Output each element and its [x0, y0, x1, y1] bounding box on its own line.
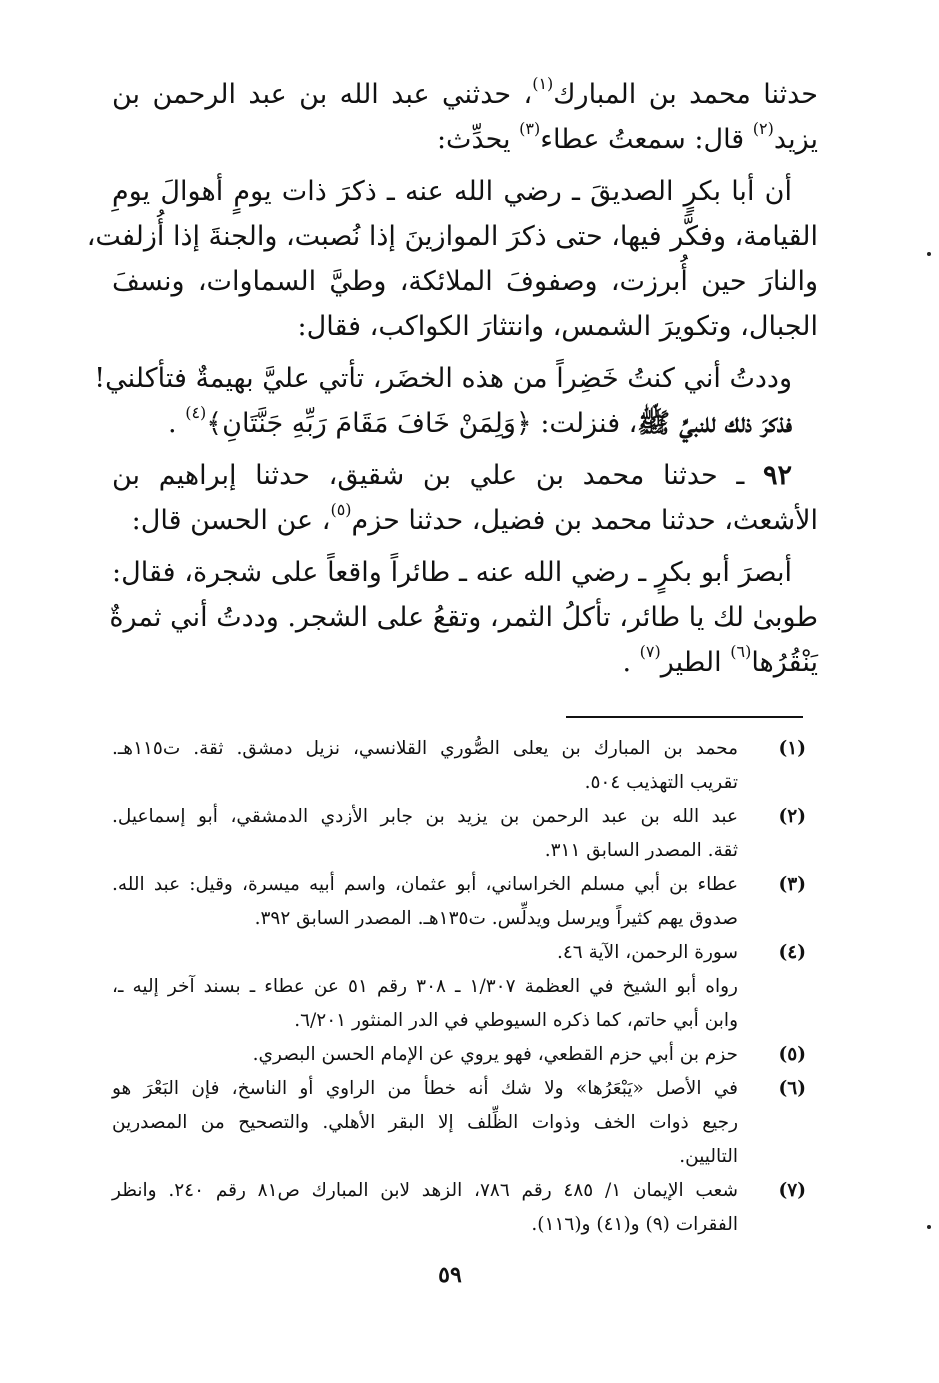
text-line: يَنْقُرُها$^{(٦)}$ الطير$^{(٧)}$ .: [622, 642, 818, 678]
footnote: [112, 1072, 820, 1174]
text-line: طوبىٰ لك يا طائر، تأكلُ الثمر، وتقعُ على الشجر. وددتُ أني ثمرةٌ: [109, 602, 818, 633]
footnote-ref[interactable]: (٧): [639, 642, 661, 661]
footnote-ref[interactable]: (٤): [185, 403, 207, 422]
footnote-number: (٤): [778, 942, 806, 963]
footnote: [112, 1174, 820, 1242]
footnote-divider: [566, 716, 803, 718]
text-line: وددتُ أني كنتُ خَضِراً من هذه الخضَر، تأتي عليَّ بهيمةٌ فتأكلني!: [94, 363, 792, 394]
footnote-line: عبد الله بن عبد الرحمن بن يزيد بن جابر الأزدي الدمشقي، أبو إسماعيل.: [112, 806, 738, 827]
footnote-number: (٧): [778, 1180, 806, 1201]
footnote-line: الفقرات (٩) و(٤١) و(١١٦).: [531, 1214, 738, 1235]
footnote-line: عطاء بن أبي مسلم الخراساني، أبو عثمان، واسم أبيه ميسرة، وقيل: عبد الله.: [112, 874, 738, 895]
text-line: حدثنا محمد بن المبارك$^{(١)}$، حدثني عبد الله بن عبد الرحمن بن: [112, 74, 818, 110]
footnote: [112, 800, 820, 868]
text-line: يزيد$^{(٢)}$ قال: سمعتُ عطاء$^{(٣)}$ يحدِّث:: [436, 119, 818, 155]
footnote-ref[interactable]: (٢): [752, 119, 774, 138]
footnote-ref[interactable]: (٦): [730, 642, 752, 661]
main-text: [86, 72, 818, 685]
footnote-line: ثقة. المصدر السابق ٣١١.: [544, 840, 738, 861]
text-line: ٩٢ ـ حدثنا محمد بن علي بن شقيق، حدثنا إبراهيم بن: [112, 460, 792, 491]
scan-speck: [927, 252, 931, 256]
footnote-ref[interactable]: (١): [532, 74, 554, 93]
scan-speck: [927, 1225, 931, 1229]
footnotes: [112, 732, 820, 1242]
text-line: فذكرَ ذلك للنبيِّ ﷺ، فنزلت: ﴿وَلِمَنْ خَافَ مَقَامَ رَبِّهِ جَنَّتَانِ﴾$^{(٤)}$ .: [168, 403, 792, 439]
footnote-line: سورة الرحمن، الآية ٤٦.: [556, 942, 738, 963]
footnote: [112, 868, 820, 936]
footnote-number: (٥): [778, 1044, 806, 1065]
footnote: [112, 732, 820, 800]
footnote: [112, 1038, 820, 1072]
text-line: أن أبا بكرٍ الصديقَ ـ رضي الله عنه ـ ذكرَ ذات يومٍ أهوالَ يومِ: [112, 176, 792, 207]
footnote: [112, 936, 820, 1038]
footnote-line: وابن أبي حاتم، كما ذكره السيوطي في الدر المنثور ٦/٢٠١.: [294, 1010, 738, 1031]
footnote-line: حزم بن أبي حزم القطعي، فهو يروي عن الإمام الحسن البصري.: [252, 1044, 738, 1065]
footnote-ref[interactable]: (٣): [519, 119, 541, 138]
text-line: الجبال، وتكويرَ الشمس، وانتثارَ الكواكب، فقال:: [297, 311, 818, 342]
footnote-line: رواه أبو الشيخ في العظمة ١/٣٠٧ ـ ٣٠٨ رقم ٥١ عن عطاء ـ بسند آخر إليه ـ،: [112, 976, 738, 997]
text-line: الأشعث، حدثنا محمد بن فضيل، حدثنا حزم$^{(٥)}$، عن الحسن قال:: [131, 500, 818, 536]
text-line: والنارَ حين أُبرزت، وصفوفَ الملائكة، وطيَّ السماوات، ونسفَ: [112, 266, 818, 297]
hadith-number: ٩٢: [762, 460, 792, 491]
page-number: ٥٩: [438, 1262, 462, 1288]
footnote-ref[interactable]: (٥): [330, 500, 352, 519]
footnote-number: (٣): [778, 874, 806, 895]
footnote-line: في الأصل «يَبْعَرُها» ولا شك أنه خطأ من الراوي أو الناسخ، فإن البَعْرَ هو: [112, 1078, 738, 1099]
footnote-line: تقريب التهذيب ٥٠٤.: [584, 772, 738, 793]
text-line: أبصرَ أبو بكرٍ ـ رضي الله عنه ـ طائراً واقعاً على شجرة، فقال:: [112, 557, 792, 588]
footnote-line: رجيع ذوات الخف وذوات الظِّلف إلا البقر الأهلي. والتصحيح من المصدرين: [112, 1112, 738, 1133]
footnote-line: التاليين.: [679, 1146, 738, 1167]
footnote-number: (١): [778, 738, 806, 759]
footnote-line: صدوق يهم كثيراً ويرسل ويدلِّس. ت١٣٥هـ. المصدر السابق ٣٩٢.: [254, 908, 738, 929]
footnote-number: (٦): [778, 1078, 806, 1099]
text-line: القيامة، وفكَّر فيها، حتى ذكرَ الموازينَ إذا نُصبت، والجنةَ إذا أُزلفت،: [86, 221, 818, 252]
footnote-line: شعب الإيمان ١/ ٤٨٥ رقم ٧٨٦، الزهد لابن المبارك ص٨١ رقم ٢٤٠. وانظر: [112, 1180, 738, 1201]
footnote-number: (٢): [778, 806, 806, 827]
footnote-line: محمد بن المبارك بن يعلى الصُّوري القلانسي، نزيل دمشق. ثقة. ت١١٥هـ.: [112, 738, 738, 759]
